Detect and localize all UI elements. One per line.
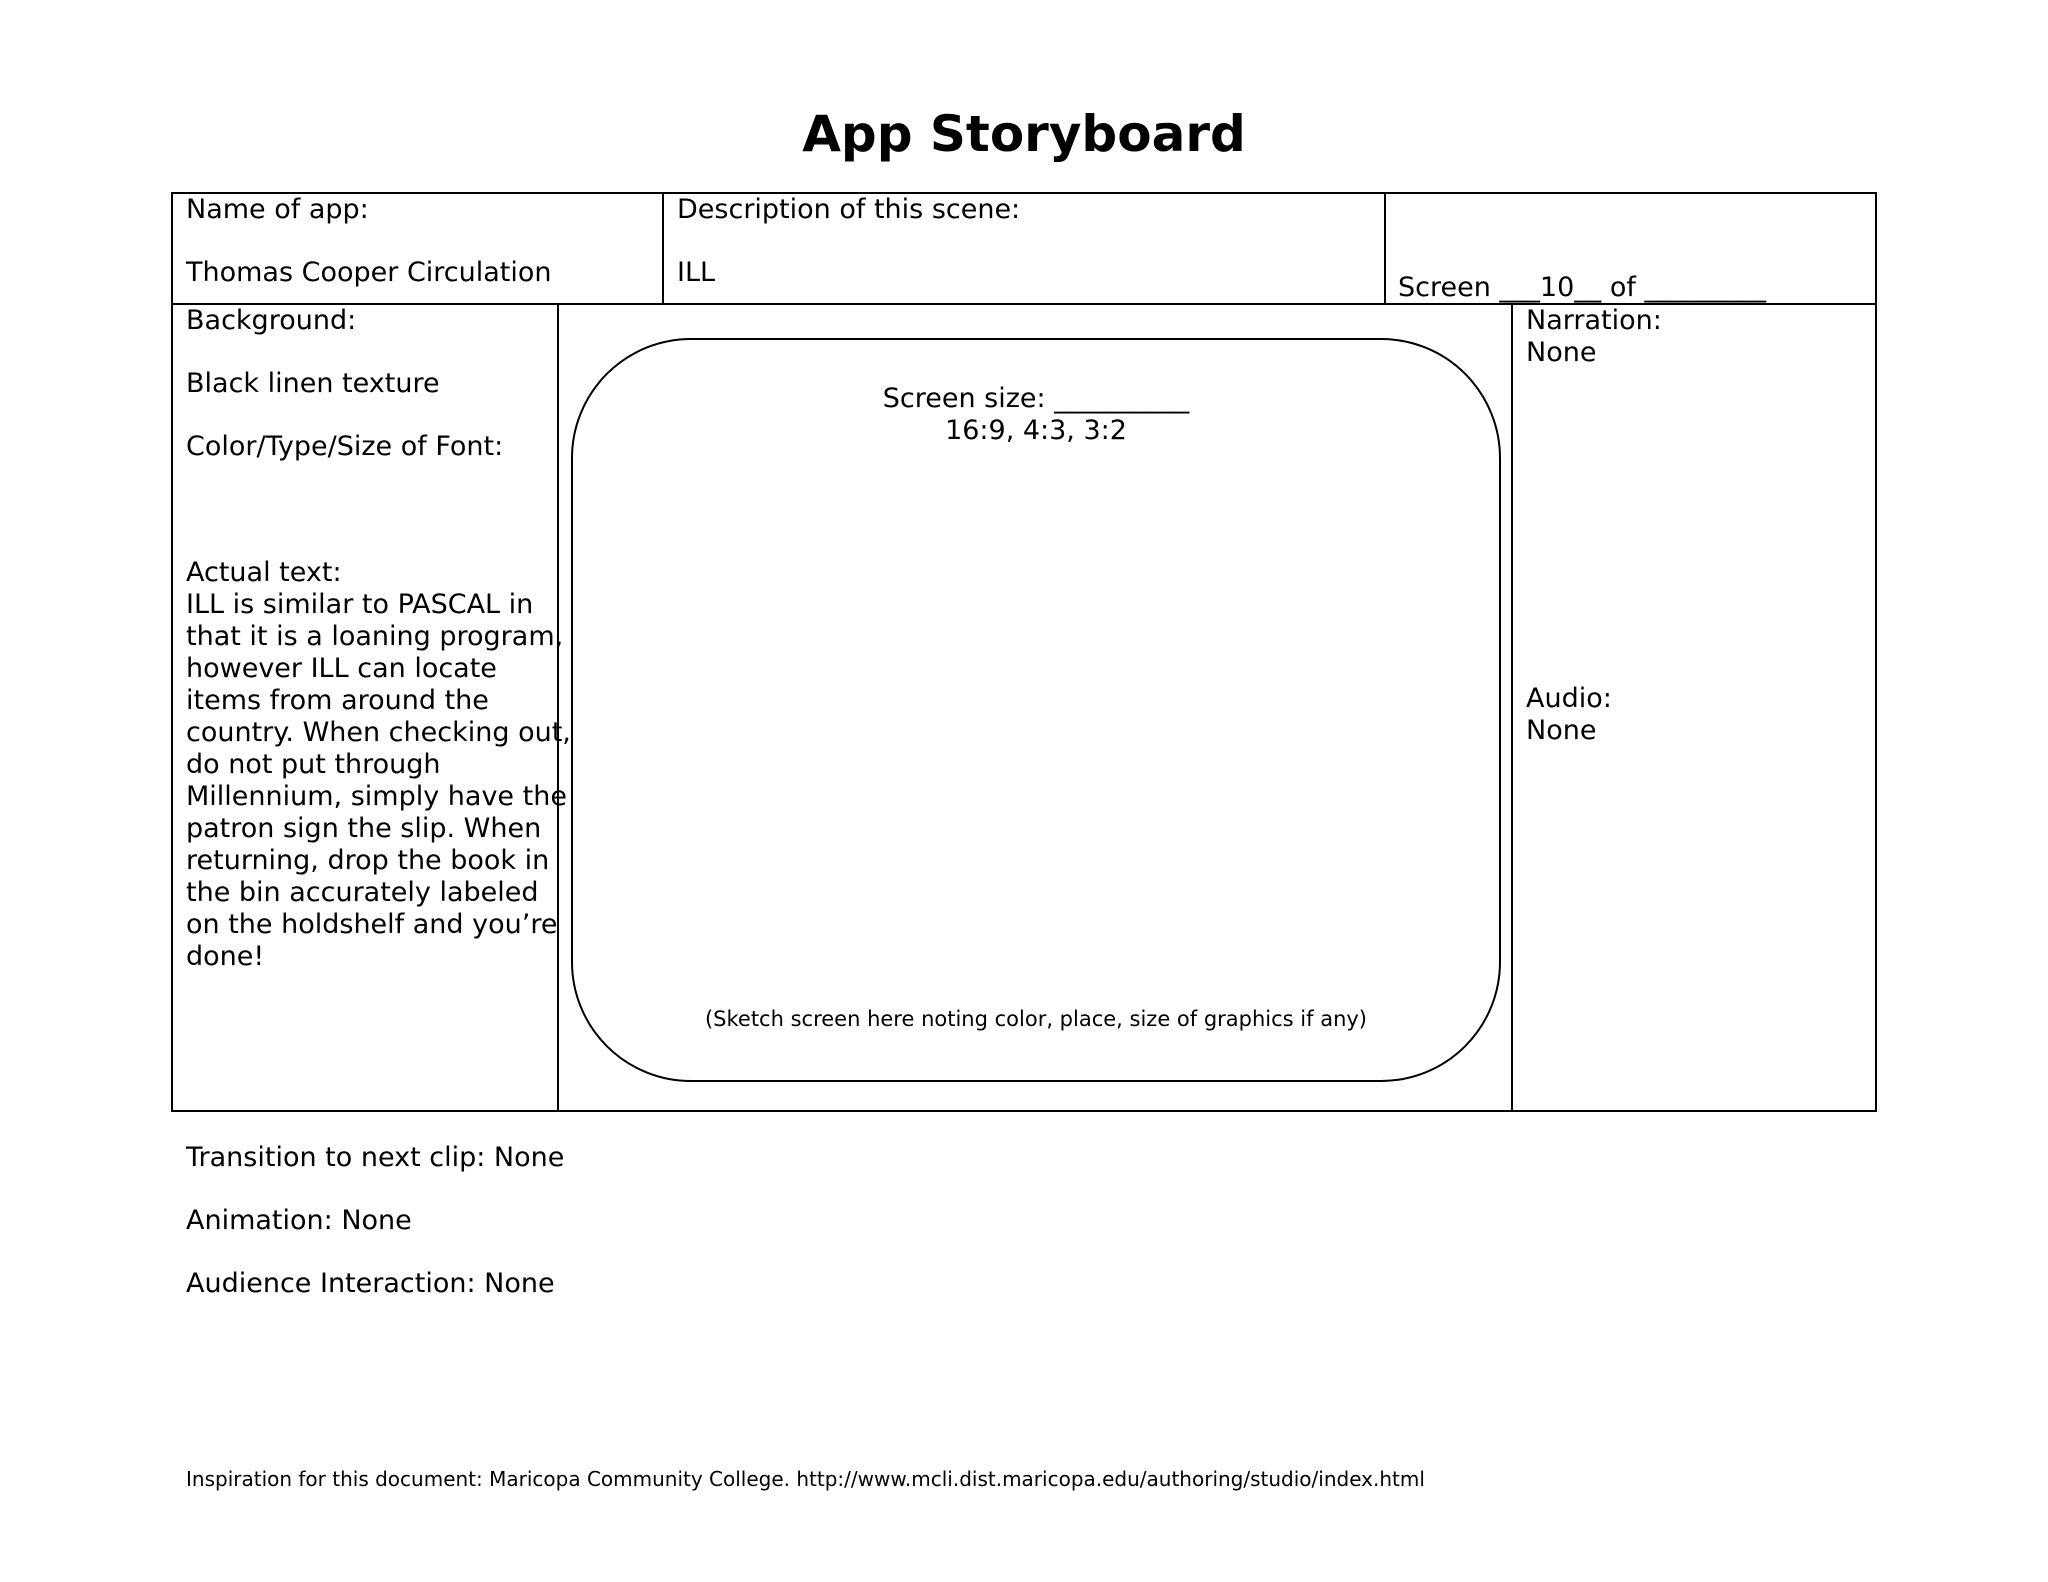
actual-text-label: Actual text: <box>186 557 342 588</box>
background-label: Background: <box>186 305 357 336</box>
audio-value: None <box>1526 715 1597 746</box>
transition-info: Transition to next clip: None <box>186 1142 565 1173</box>
body-divider-right <box>1511 303 1513 1111</box>
header-divider-2 <box>1384 192 1386 304</box>
animation-info: Animation: None <box>186 1205 412 1236</box>
audience-interaction-info: Audience Interaction: None <box>186 1268 555 1299</box>
font-spec-label: Color/Type/Size of Font: <box>186 431 504 462</box>
table-bottom-border <box>171 1110 1877 1112</box>
sketch-instructions: (Sketch screen here noting color, place, size of graphics if any) <box>704 1007 1368 1031</box>
screen-size-options: 16:9, 4:3, 3:2 <box>945 415 1127 446</box>
actual-text-body: ILL is similar to PASCAL in that it is a loaning program, however ILL can locate items from around the country. When checking out, do not put through Millennium, simply have the patron sign the slip. When returning, drop the book in the bin accurately labeled on the holdshelf and you’re done! <box>186 589 571 972</box>
table-left-border <box>171 192 173 1112</box>
app-name-value: Thomas Cooper Circulation <box>186 257 552 288</box>
narration-value: None <box>1526 337 1597 368</box>
screen-size-label: Screen size: __________ <box>882 383 1190 414</box>
inspiration-note: Inspiration for this document: Maricopa Community College. http://www.mcli.dist.maricopa.edu/authoring/studio/index.html <box>186 1467 1425 1491</box>
table-top-border <box>171 192 1877 194</box>
header-divider-1 <box>662 192 664 304</box>
scene-description-value: ILL <box>677 257 716 288</box>
screen-counter: Screen ___10__ of _________ <box>1398 272 1766 303</box>
sketch-screen-frame <box>571 338 1501 1082</box>
table-right-border <box>1875 192 1877 1112</box>
app-name-label: Name of app: <box>186 194 369 225</box>
audio-label: Audio: <box>1526 683 1612 714</box>
background-value: Black linen texture <box>186 368 440 399</box>
page-title: App Storyboard <box>802 105 1246 163</box>
scene-description-label: Description of this scene: <box>677 194 1021 225</box>
narration-label: Narration: <box>1526 305 1662 336</box>
